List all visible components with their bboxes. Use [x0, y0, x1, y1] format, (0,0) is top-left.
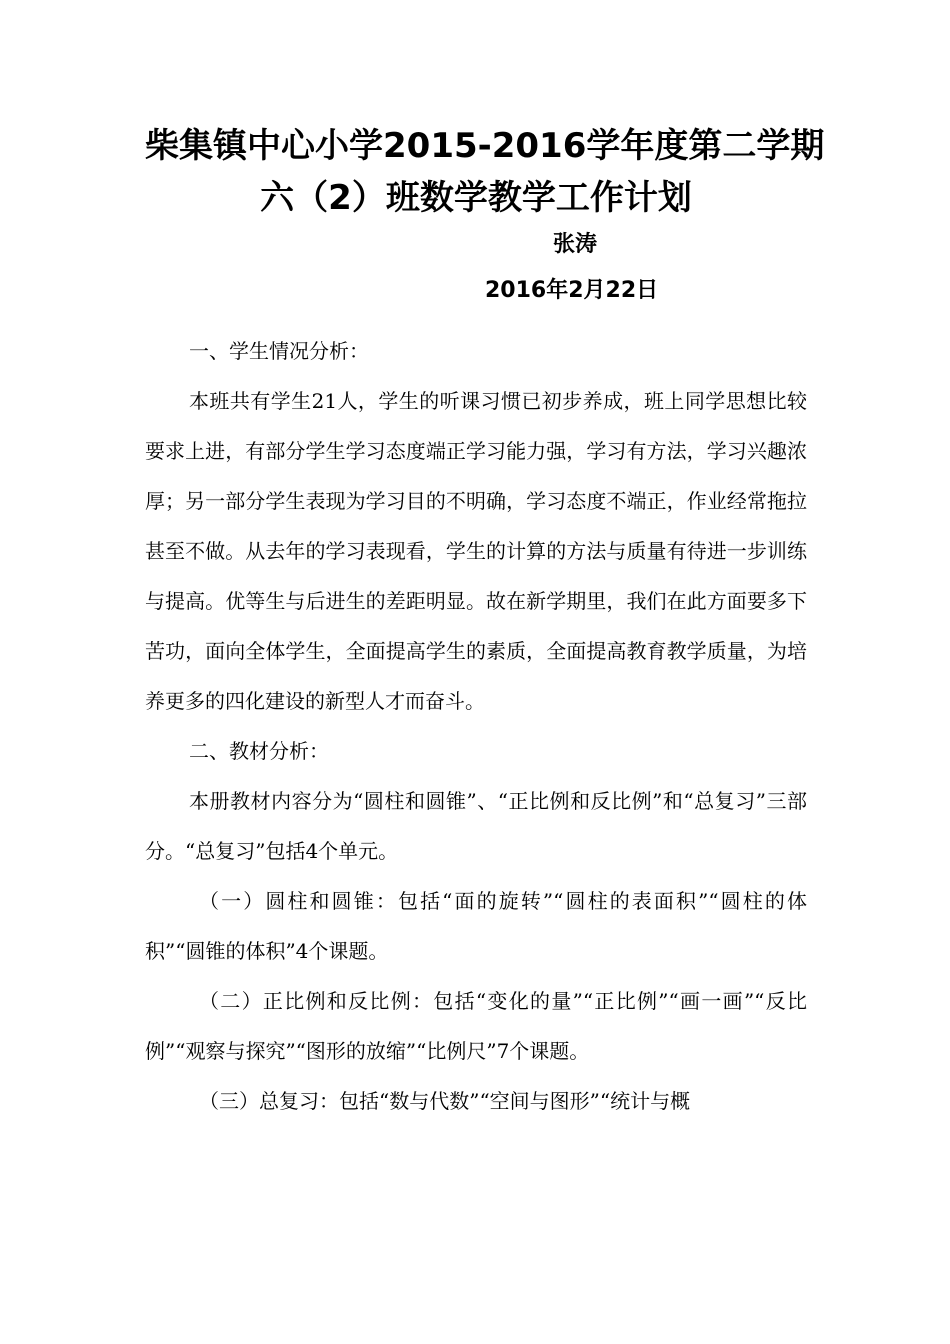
paragraph-proportion: （二）正比例和反比例：包括“变化的量”“正比例”“画一画”“反比例”“观察与探究”“图形的放缩”“比例尺”7个课题。 [145, 989, 807, 1063]
document-title-line-2: 六（2）班数学教学工作计划 [260, 178, 692, 218]
document-title-line-1: 柴集镇中心小学2015-2016学年度第二学期 [145, 126, 825, 166]
paragraph-student-analysis: 本班共有学生21人，学生的听课习惯已初步养成，班上同学思想比较要求上进，有部分学生学习态度端正学习能力强，学习有方法，学习兴趣浓厚；另一部分学生表现为学习目的不明确，学习态度不端正，作业经常拖拉甚至不做。从去年的学习表现看，学生的计算的方法与质量有待进一步训练与提高。优等生与后进生的差距明显。故在新学期里，我们在此方面要多下苦功，面向全体学生，全面提高学生的素质，全面提高教育教学质量，为培养更多的四化建设的新型人才而奋斗。 [145, 389, 807, 713]
document-body [145, 326, 807, 1126]
document-date: 2016年2月22日 [485, 278, 659, 303]
section-heading-textbook-analysis: 二、教材分析： [189, 739, 329, 763]
author-name: 张涛 [553, 232, 598, 257]
paragraph-cylinder-cone: （一）圆柱和圆锥：包括“面的旋转”“圆柱的表面积”“圆柱的体积”“圆锥的体积”4个课题。 [145, 889, 807, 963]
document-page [145, 120, 825, 1126]
section-heading-student-analysis: 一、学生情况分析： [189, 339, 369, 363]
paragraph-general-review: （三）总复习：包括“数与代数”“空间与图形”“统计与概 [199, 1089, 691, 1113]
paragraph-textbook-overview: 本册教材内容分为“圆柱和圆锥”、“正比例和反比例”和“总复习”三部分。“总复习”包括4个单元。 [145, 789, 807, 863]
